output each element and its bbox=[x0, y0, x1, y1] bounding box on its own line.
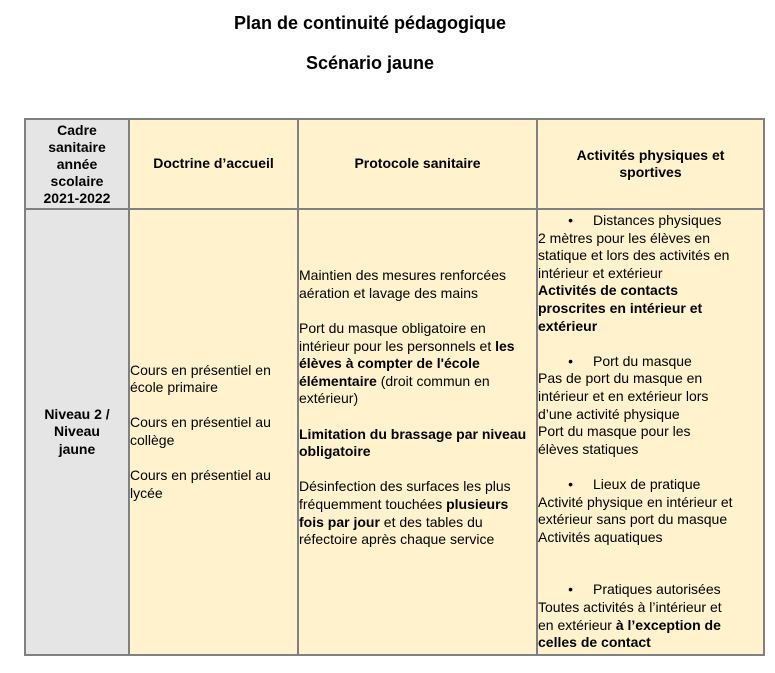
protocole-brassage: Limitation du brassage par niveau obligatoire bbox=[299, 425, 527, 460]
header-row bbox=[25, 119, 764, 209]
protocole-desinfection: Désinfection des surfaces les plus fréquemment touchées plusieurs fois par jour et des tables du réfectoire après chaque service bbox=[299, 478, 511, 548]
continuity-plan-table bbox=[24, 118, 765, 656]
doctrine-lycee: Cours en présentiel au lycée bbox=[130, 467, 271, 501]
table-row bbox=[25, 209, 764, 655]
header-activites-physiques: Activités physiques et sportives bbox=[537, 119, 764, 209]
protocole-cell bbox=[298, 209, 537, 655]
header-cadre-sanitaire: Cadre sanitaire année scolaire 2021-2022 bbox=[25, 119, 129, 209]
header-doctrine-accueil: Doctrine d’accueil bbox=[129, 119, 298, 209]
activites-masque: • Port du masque Pas de port du masque en intérieur et en extérieur lors d’une activité physique Port du masque pour les élèves statiques bbox=[538, 352, 709, 457]
activites-lieux: • Lieux de pratique Activité physique en intérieur et extérieur sans port du masque Activités aquatiques bbox=[538, 475, 733, 545]
activites-distances: • Distances physiques 2 mètres pour les élèves en statique et lors des activités en intérieur et extérieur Activités de contacts proscrites en intérieur et extérieur bbox=[538, 212, 730, 334]
bullet-icon: • bbox=[568, 475, 573, 492]
doctrine-primaire: Cours en présentiel en école primaire bbox=[130, 361, 271, 396]
bullet-icon: • bbox=[568, 581, 573, 598]
activites-pratiques: • Pratiques autorisées Toutes activités à l’intérieur et en extérieur à l’exception de celles de contact bbox=[538, 581, 722, 651]
protocole-masque: Port du masque obligatoire en intérieur pour les personnels et les élèves à compter de l'école élémentaire (droit commun en extérieur) bbox=[299, 320, 515, 407]
level-cell: Niveau 2 / Niveau jaune bbox=[25, 209, 129, 655]
document-title: Plan de continuité pédagogique bbox=[233, 13, 506, 33]
doctrine-college: Cours en présentiel au collège bbox=[130, 414, 271, 448]
bullet-icon: • bbox=[568, 212, 573, 228]
doctrine-cell bbox=[129, 209, 298, 655]
header-protocole-sanitaire: Protocole sanitaire bbox=[298, 119, 537, 209]
bullet-icon: • bbox=[568, 352, 573, 369]
protocole-mesures: Maintien des mesures renforcées aération et lavage des mains bbox=[299, 267, 506, 301]
scenario-title: Scénario jaune bbox=[305, 53, 435, 73]
activites-cell bbox=[537, 209, 764, 655]
